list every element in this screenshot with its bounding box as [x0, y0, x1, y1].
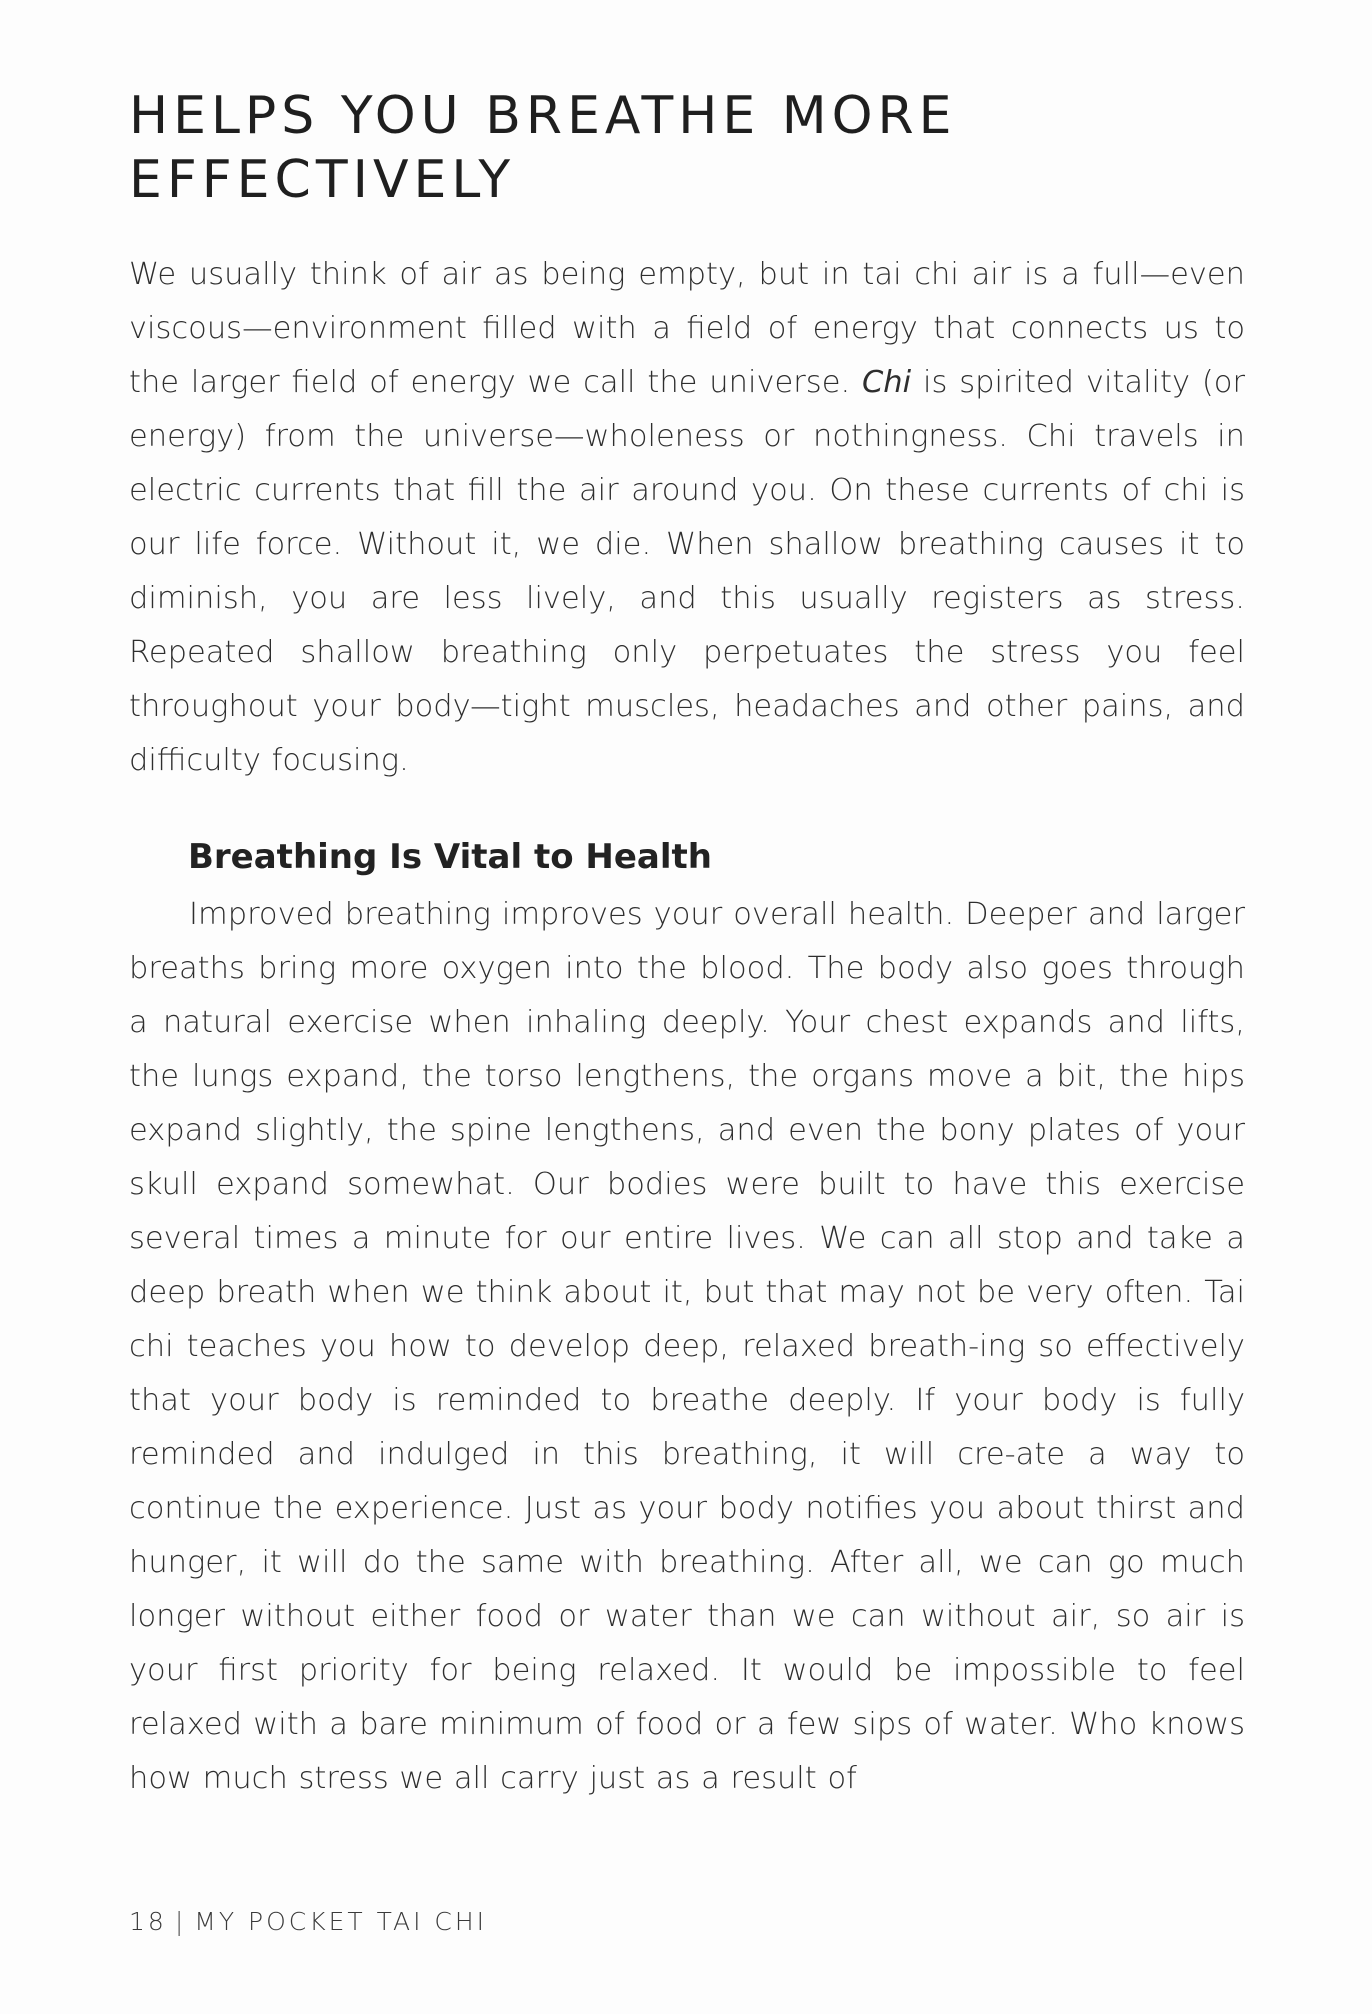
subsection-heading: Breathing Is Vital to Health [188, 837, 712, 877]
paragraph-1-text-start: We usually think of air as being empty, but in tai chi air is a full—even viscous—environment filled with a field of energy that connects us to the larger field of energy we call the universe. [129, 257, 1245, 400]
footer-separator: | [174, 1907, 187, 1936]
page-footer [129, 1904, 487, 1940]
italic-term-chi: Chi [862, 365, 912, 400]
body-paragraph-2: Improved breathing improves your overall health. Deeper and larger breaths bring more oxygen into the blood. The body also goes through a natural exercise when inhaling deeply. Your chest expands and lifts, the lungs expand, the torso lengthens, the organs move a bit, the hips expand slightly, the spine lengthens, and even the bony plates of your skull expand somewhat. Our bodies were built to have this exercise several times a minute for our entire lives. We can all stop and take a deep breath when we think about it, but that may not be very often. Tai chi teaches you how to develop deep, relaxed breath-ing so effectively that your body is reminded to breathe deeply. If your body is fully reminded and indulged in this breathing, it will cre-ate a way to continue the experience. Just as your body notifies you about thirst and hunger, it will do the same with breathing. After all, we can go much longer without either food or water than we can without air, so air is your first priority for being relaxed. It would be impossible to feel relaxed with a bare minimum of food or a few sips of water. Who knows how much stress we all carry just as a result of [129, 897, 1245, 1796]
paragraph-1-text-end: is spirited vitality (or energy) from the universe—wholeness or nothingness. Chi travels in electric currents that fill the air around you. On these currents of chi is our life force. Without it, we die. When shallow breathing causes it to diminish, you are less lively, and this usually registers as stress. Repeated shallow breathing only perpetuates the stress you feel throughout your body—tight muscles, headaches and other pains, and difficulty focusing. [129, 365, 1245, 778]
body-paragraph-1 [129, 248, 1245, 788]
section-heading: HELPS YOU BREATHE MORE EFFECTIVELY [129, 86, 957, 210]
running-title: MY POCKET TAI CHI [194, 1907, 488, 1936]
page-number: 18 [129, 1907, 167, 1936]
